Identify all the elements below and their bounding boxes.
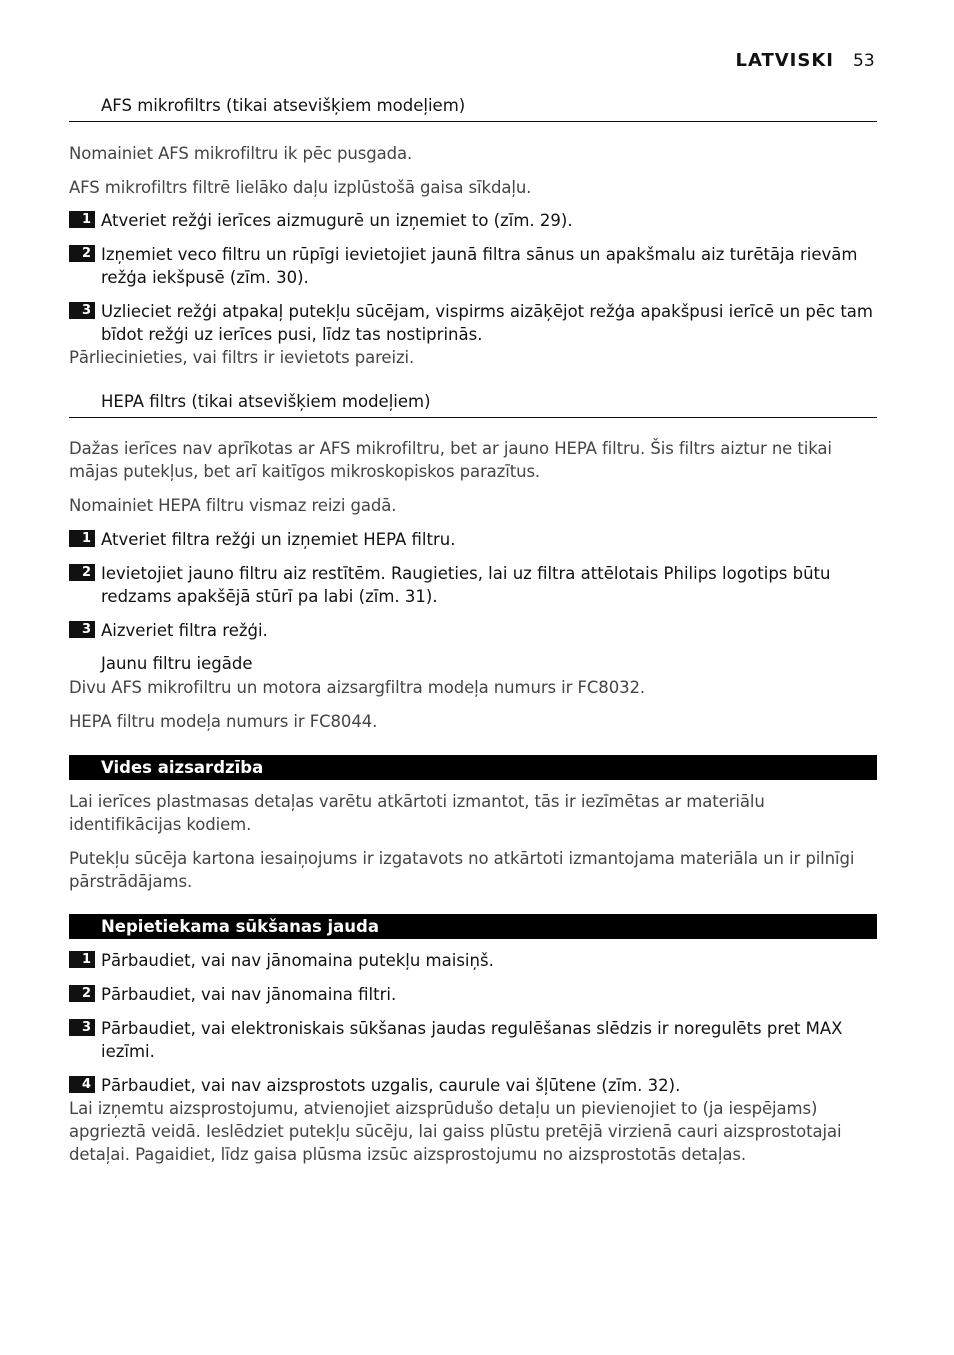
step-text: Pārbaudiet, vai nav jānomaina putekļu maisiņš. bbox=[101, 951, 494, 970]
step-number: 2 bbox=[69, 245, 95, 262]
suction-step-1 bbox=[69, 949, 877, 972]
afs-note: Pārliecinieties, vai filtrs ir ievietots pareizi. bbox=[69, 348, 415, 367]
environment-heading: Vides aizsardzība bbox=[69, 755, 877, 780]
step-number: 4 bbox=[69, 1076, 95, 1093]
hepa-step-2 bbox=[69, 562, 877, 608]
step-number: 3 bbox=[69, 621, 95, 638]
suction-heading: Nepietiekama sūkšanas jauda bbox=[69, 914, 877, 939]
step-number: 1 bbox=[69, 530, 95, 547]
afs-step-1 bbox=[69, 209, 877, 232]
step-number: 2 bbox=[69, 564, 95, 581]
step-number: 3 bbox=[69, 1019, 95, 1036]
hepa-step-3 bbox=[69, 619, 877, 642]
step-number: 1 bbox=[69, 951, 95, 968]
purchase-paragraph-1: Divu AFS mikrofiltru un motora aizsargfiltra modeļa numurs ir FC8032. bbox=[69, 678, 646, 697]
hepa-heading-rule bbox=[69, 417, 877, 418]
hepa-step-1 bbox=[69, 528, 877, 551]
language-label: LATVISKI bbox=[735, 50, 834, 71]
hepa-paragraph-2: Nomainiet HEPA filtru vismaz reizi gadā. bbox=[69, 496, 397, 515]
afs-paragraph-1: Nomainiet AFS mikrofiltru ik pēc pusgada. bbox=[69, 144, 413, 163]
step-text: Atveriet filtra režģi un izņemiet HEPA filtru. bbox=[101, 530, 456, 549]
suction-step-4 bbox=[69, 1074, 877, 1097]
suction-step-3 bbox=[69, 1017, 877, 1063]
afs-step-3 bbox=[69, 300, 877, 346]
step-text: Atveriet režģi ierīces aizmugurē un izņemiet to (zīm. 29). bbox=[101, 211, 573, 230]
suction-note: Lai izņemtu aizsprostojumu, atvienojiet aizsprūdušo detaļu un pievienojiet to (ja iespējams) apgrieztā veidā. Ieslēdziet putekļu sūcēju, lai gaiss plūstu pretējā virzienā cauri aizsprostotajai detaļai. Pagaidiet, līdz gaisa plūsma izsūc aizsprostojumu no aizsprostotās detaļas. bbox=[69, 1099, 842, 1164]
purchase-heading: Jaunu filtru iegāde bbox=[101, 654, 253, 673]
hepa-heading: HEPA filtrs (tikai atsevišķiem modeļiem) bbox=[101, 392, 431, 411]
purchase-paragraph-2: HEPA filtru modeļa numurs ir FC8044. bbox=[69, 712, 378, 731]
step-text: Uzlieciet režģi atpakaļ putekļu sūcējam, vispirms aizāķējot režģa apakšpusi ierīcē un pēc tam bīdot režģi uz ierīces pusi, līdz tas nostiprinās. bbox=[101, 302, 873, 344]
page-number: 53 bbox=[853, 51, 875, 71]
step-text: Aizveriet filtra režģi. bbox=[101, 621, 268, 640]
afs-heading: AFS mikrofiltrs (tikai atsevišķiem modeļiem) bbox=[101, 96, 466, 115]
afs-paragraph-2: AFS mikrofiltrs filtrē lielāko daļu izplūstošā gaisa sīkdaļu. bbox=[69, 178, 532, 197]
step-number: 3 bbox=[69, 302, 95, 319]
step-text: Ievietojiet jauno filtru aiz restītēm. Raugieties, lai uz filtra attēlotais Philips logotips būtu redzams apakšējā stūrī pa labi (zīm. 31). bbox=[101, 564, 831, 606]
environment-paragraph-2: Putekļu sūcēja kartona iesaiņojums ir izgatavots no atkārtoti izmantojama materiāla un ir pilnīgi pārstrādājams. bbox=[69, 849, 855, 891]
afs-step-2 bbox=[69, 243, 877, 289]
environment-paragraph-1: Lai ierīces plastmasas detaļas varētu atkārtoti izmantot, tās ir iezīmētas ar materiālu identifikācijas kodiem. bbox=[69, 792, 765, 834]
step-text: Izņemiet veco filtru un rūpīgi ievietojiet jaunā filtra sānus un apakšmalu aiz turētāja rievām režģa iekšpusē (zīm. 30). bbox=[101, 245, 858, 287]
step-text: Pārbaudiet, vai nav jānomaina filtri. bbox=[101, 985, 397, 1004]
step-text: Pārbaudiet, vai elektroniskais sūkšanas jaudas regulēšanas slēdzis ir noregulēts pret MAX iezīmi. bbox=[101, 1019, 843, 1061]
step-number: 2 bbox=[69, 985, 95, 1002]
step-text: Pārbaudiet, vai nav aizsprostots uzgalis, caurule vai šļūtene (zīm. 32). bbox=[101, 1076, 681, 1095]
hepa-paragraph-1: Dažas ierīces nav aprīkotas ar AFS mikrofiltru, bet ar jauno HEPA filtru. Šis filtrs aiztur ne tikai mājas putekļus, bet arī kaitīgos mikroskopiskos parazītus. bbox=[69, 439, 832, 481]
suction-step-2 bbox=[69, 983, 877, 1006]
step-number: 1 bbox=[69, 211, 95, 228]
afs-heading-rule bbox=[69, 121, 877, 122]
